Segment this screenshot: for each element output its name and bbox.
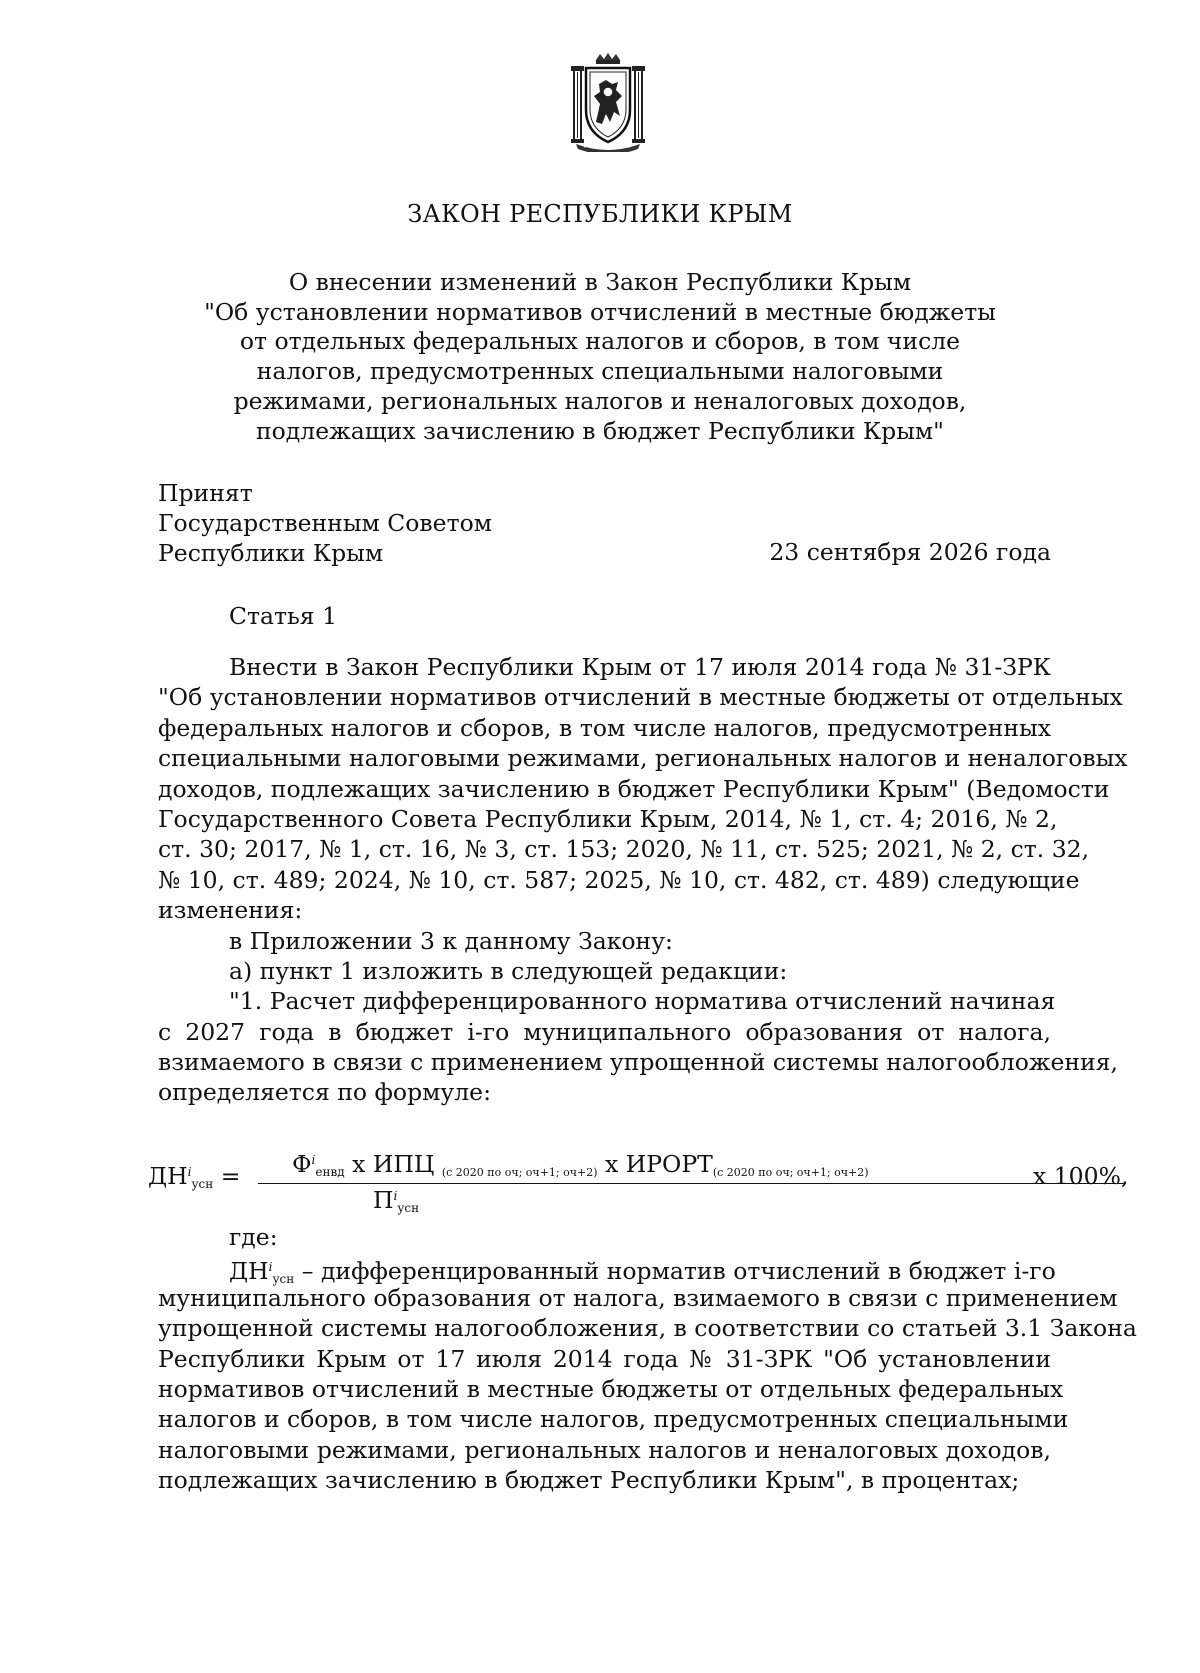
- definitions: [158, 1222, 1137, 1496]
- definition-line: налогов и сборов, в том числе налогов, предусмотренных специальными: [158, 1405, 1069, 1434]
- adoption-date: 23 сентября 2026 года: [769, 538, 1051, 566]
- formula-rhs: х 100%,: [1033, 1162, 1129, 1190]
- coat-of-arms-icon: [566, 52, 650, 152]
- article-heading: Статья 1: [229, 602, 338, 630]
- body-line: ст. 30; 2017, № 1, ст. 16, № 3, ст. 153; 2020, № 11, ст. 525; 2021, № 2, ст. 32,: [158, 835, 1090, 864]
- subtitle-line: от отдельных федеральных налогов и сборов, в том числе: [239, 327, 961, 356]
- body-line: определяется по формуле:: [158, 1078, 491, 1107]
- formula: [148, 1150, 1129, 1220]
- body-line: "1. Расчет дифференцированного норматива отчислений начиная: [229, 987, 1056, 1016]
- formula-lhs: $ДН^i_{усн}$ =: [148, 1162, 241, 1191]
- accepted-line: Республики Крым: [158, 539, 384, 567]
- subtitle-line: режимами, региональных налогов и неналоговых доходов,: [233, 386, 967, 415]
- definition-line: $ДН^i_{усн}$ – дифференцированный норматив отчислений в бюджет i-го: [229, 1257, 1056, 1287]
- accepted-by-block: [158, 478, 492, 568]
- body-line: Внести в Закон Республики Крым от 17 июля 2014 года № 31-ЗРК: [229, 653, 1051, 681]
- subtitle-line: О внесении изменений в Закон Республики Крым: [288, 268, 912, 296]
- body-line: с 2027 года в бюджет i-го муниципального образования от налога,: [158, 1017, 1051, 1046]
- accepted-line: Государственным Советом: [158, 509, 492, 537]
- body-line: № 10, ст. 489; 2024, № 10, ст. 587; 2025, № 10, ст. 482, ст. 489) следующие: [158, 865, 1080, 894]
- body-line: доходов, подлежащих зачислению в бюджет Республики Крым" (Ведомости: [158, 774, 1110, 803]
- body-line: взимаемого в связи с применением упрощенной системы налогообложения,: [158, 1048, 1118, 1077]
- definition-line: подлежащих зачислению в бюджет Республики Крым", в процентах;: [158, 1466, 1020, 1495]
- formula-numerator: $Ф^i_{енвд}$ х ИПЦ (с 2020 по оч; оч+1; оч+2) х ИРОРТ(с 2020 по оч; оч+1; оч+2): [292, 1150, 869, 1179]
- fraction-bar: [258, 1183, 1126, 1184]
- subtitle-line: подлежащих зачислению в бюджет Республики Крым": [256, 416, 944, 445]
- definition-line: муниципального образования от налога, взимаемого в связи с применением: [158, 1283, 1118, 1312]
- body-line: а) пункт 1 изложить в следующей редакции:: [229, 956, 788, 985]
- law-subtitle: [0, 268, 1200, 446]
- body-line: изменения:: [158, 896, 303, 925]
- body-line: специальными налоговыми режимами, региональных налогов и неналоговых: [158, 744, 1128, 773]
- where-label: где:: [229, 1223, 278, 1251]
- article-body: [158, 652, 1128, 1108]
- body-line: федеральных налогов и сборов, в том числе налогов, предусмотренных: [158, 713, 1051, 742]
- body-line: "Об установлении нормативов отчислений в местные бюджеты от отдельных: [158, 683, 1123, 712]
- subtitle-line: налогов, предусмотренных специальными налоговыми: [256, 357, 944, 386]
- body-line: Государственного Совета Республики Крым, 2014, № 1, ст. 4; 2016, № 2,: [158, 804, 1058, 833]
- definition-line: налоговыми режимами, региональных налогов и неналоговых доходов,: [158, 1435, 1051, 1464]
- subtitle-line: "Об установлении нормативов отчислений в местные бюджеты: [204, 297, 996, 326]
- formula-denominator: $П^i_{усн}$: [373, 1186, 420, 1215]
- definition-line: упрощенной системы налогообложения, в соответствии со статьей 3.1 Закона: [158, 1314, 1137, 1343]
- law-title: ЗАКОН РЕСПУБЛИКИ КРЫМ: [407, 200, 793, 228]
- definition-line: нормативов отчислений в местные бюджеты от отдельных федеральных: [158, 1374, 1064, 1403]
- body-line: в Приложении 3 к данному Закону:: [229, 926, 673, 955]
- accepted-line: Принят: [158, 479, 253, 507]
- definition-line: Республики Крым от 17 июля 2014 года № 31-ЗРК "Об установлении: [158, 1344, 1051, 1373]
